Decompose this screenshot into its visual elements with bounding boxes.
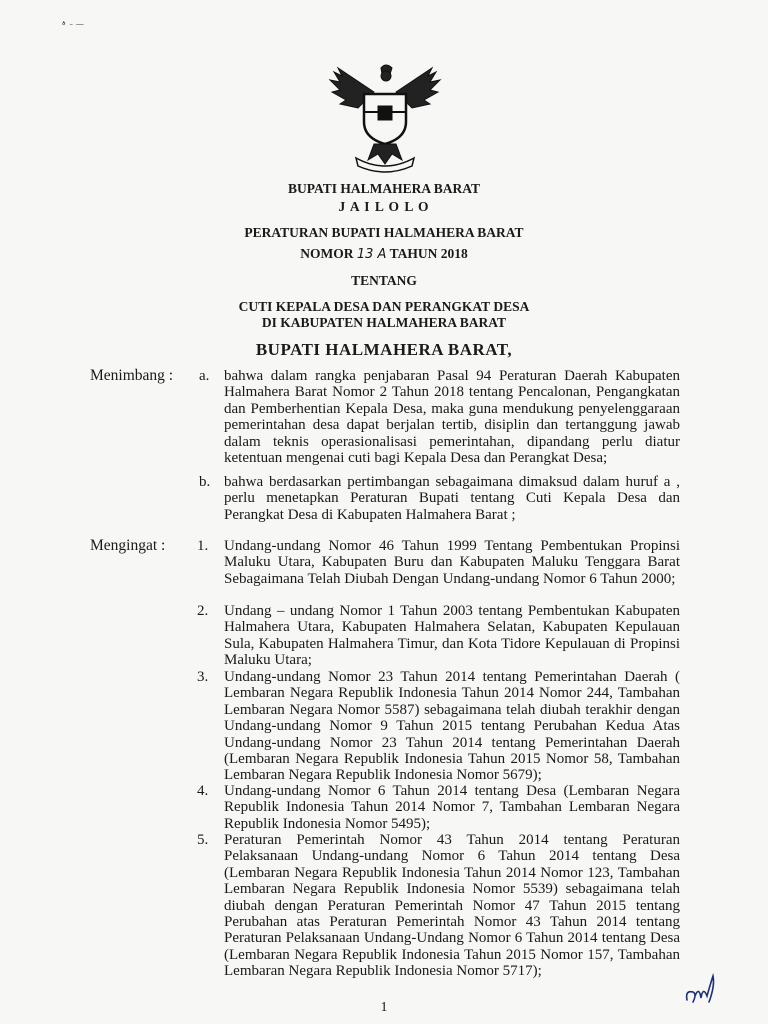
menimbang-mark-b: b. bbox=[199, 474, 211, 490]
page-number: 1 bbox=[380, 1000, 388, 1015]
bupati-heading: BUPATI HALMAHERA BARAT, bbox=[255, 340, 513, 359]
mengingat-label: Mengingat : bbox=[90, 537, 166, 554]
menimbang-mark-a: a. bbox=[199, 368, 210, 384]
header-regent-title: BUPATI HALMAHERA BARAT bbox=[287, 181, 480, 196]
subject-line-2: DI KABUPATEN HALMAHERA BARAT bbox=[261, 315, 507, 330]
mengingat-mark-4: 4. bbox=[197, 783, 209, 799]
nomor-handwritten: 13 A bbox=[356, 247, 387, 262]
subject-line-1: CUTI KEPALA DESA DAN PERANGKAT DESA bbox=[238, 299, 530, 314]
mengingat-item-4: Undang-undang Nomor 6 Tahun 2014 tentang Desa (Lembaran Negara Republik Indonesia Tahun 2014 Nomor 7, Tambahan Lembaran Negara Republik Indonesia Nomor 5495); bbox=[224, 783, 680, 832]
regulation-title: PERATURAN BUPATI HALMAHERA BARAT bbox=[244, 225, 524, 240]
tentang-heading: TENTANG bbox=[351, 273, 417, 288]
mengingat-item-1: Undang-undang Nomor 46 Tahun 1999 Tentang Pembentukan Propinsi Maluku Utara, Kabupaten Buru dan Kabupaten Maluku Tenggara Barat Sebagaimana Telah Diubah Dengan Undang-undang Nomor 6 Tahun 2000; bbox=[224, 538, 680, 587]
menimbang-label: Menimbang : bbox=[90, 367, 174, 384]
nomor-suffix: TAHUN 2018 bbox=[389, 246, 468, 261]
header-city: J A I L O L O bbox=[338, 199, 430, 214]
nomor-prefix: NOMOR bbox=[300, 246, 354, 261]
regulation-number bbox=[0, 246, 768, 263]
paraf-initials-icon bbox=[683, 972, 723, 1008]
mengingat-mark-2: 2. bbox=[197, 603, 209, 619]
corner-handwritten-mark: ـــ ۔ ﮦ bbox=[62, 14, 84, 28]
mengingat-mark-5: 5. bbox=[197, 832, 209, 848]
mengingat-mark-3: 3. bbox=[197, 669, 209, 685]
garuda-emblem-icon bbox=[326, 62, 444, 174]
mengingat-item-3: Undang-undang Nomor 23 Tahun 2014 tentang Pemerintahan Daerah ( Lembaran Negara Republik Indonesia Tahun 2014 Nomor 244, Tambahan Lembaran Negara Nomor 5587) sebagaimana telah diubah terakhir dengan Undang-undang Nomor 9 Tahun 2015 tentang Perubahan Kedua Atas Undang-undang Nomor 23 Tahun 2014 tentang Pemerintahan Daerah (Lembaran Negara Republik Indonesia Tahun 2015 Nomor 58, Tambahan Lembaran Negara Republik Indonesia Nomor 5679); bbox=[224, 669, 680, 784]
mengingat-mark-1: 1. bbox=[197, 538, 209, 554]
menimbang-item-b: bahwa berdasarkan pertimbangan sebagaimana dimaksud dalam huruf a , perlu menetapkan Peraturan Bupati tentang Cuti Kepala Desa dan Perangkat Desa di Kabupaten Halmahera Barat ; bbox=[224, 474, 680, 523]
menimbang-item-a: bahwa dalam rangka penjabaran Pasal 94 Peraturan Daerah Kabupaten Halmahera Barat Nomor 2 Tahun 2018 tentang Pencalonan, Pengangkatan dan Pemberhentian Kepala Desa, maka guna mendukung penyelenggaraan pemerintahan desa dapat berjalan tertib, disiplin dan tertanggung jawab dalam teknis operasionalisasi pemerintahan, dipandang perlu diatur ketentuan mengenai cuti bagi Kepala Desa dan Perangkat Desa; bbox=[224, 368, 680, 467]
mengingat-item-2: Undang – undang Nomor 1 Tahun 2003 tentang Pembentukan Kabupaten Halmahera Utara, Kabupaten Halmahera Selatan, Kabupaten Kepulauan Sula, Kabupaten Halmahera Timur, dan Kota Tidore Kepulauan di Propinsi Maluku Utara; bbox=[224, 603, 680, 669]
mengingat-item-5: Peraturan Pemerintah Nomor 43 Tahun 2014 tentang Peraturan Pelaksanaan Undang-undang Nomor 6 Tahun 2014 tentang Desa (Lembaran Negara Republik Indonesia Tahun 2014 Nomor 123, Tambahan Lembaran Negara Republik Indonesia Nomor 5539) sebagaimana telah diubah dengan Peraturan Pemerintah Nomor 47 Tahun 2015 tentang Perubahan atas Peraturan Pemerintah Nomor 43 Tahun 2014 tentang Peraturan Pelaksanaan Undang-Undang Nomor 6 Tahun 2014 tentang Desa (Lembaran Negara Republik Indonesia Tahun 2015 Nomor 157, Tambahan Lembaran Negara Republik Indonesia Nomor 5717); bbox=[224, 832, 680, 980]
